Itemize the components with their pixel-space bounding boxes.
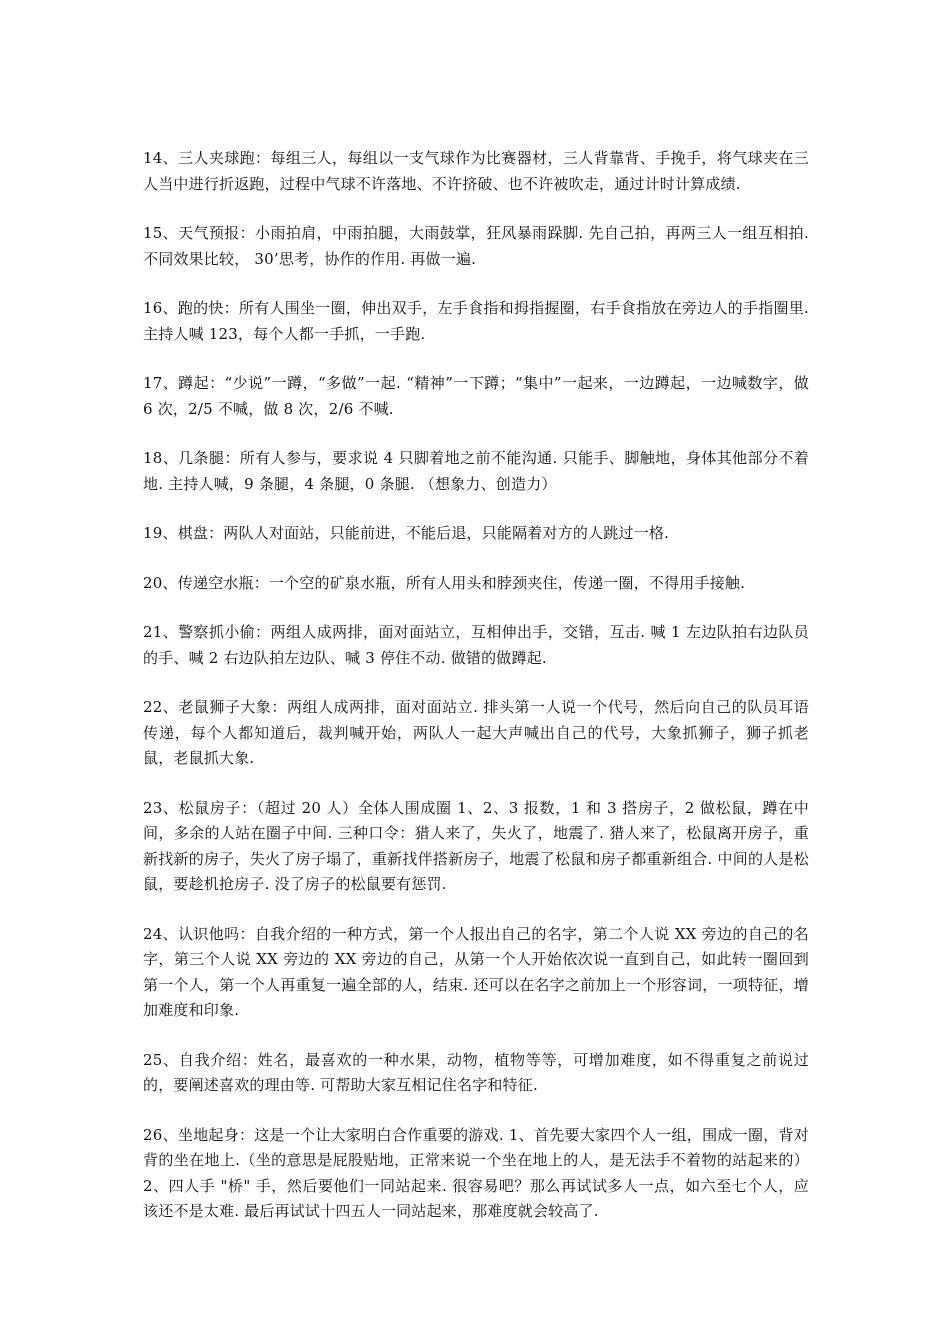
paragraph-game-18: 18、几条腿：所有人参与，要求说 4 只脚着地之前不能沟通. 只能手、脚触地，身体其他部分不着地. 主持人喊，9 条腿，4 条腿，0 条腿. （想象力、创造力）: [143, 449, 809, 493]
paragraph-game-23: 23、松鼠房子：（超过 20 人）全体人围成圈 1、2、3 报数，1 和 3 搭房子，2 做松鼠，蹲在中间，多余的人站在圈子中间. 三种口令：猎人来了，失火了，地震了. 猎人来了，松鼠离开房子，重新找新的房子，失火了房子塌了，重新找伴搭新房子，地震了松鼠和房子都重新组合. 中间的人是松鼠，要趁机抢房子. 没了房子的松鼠要有惩罚.: [143, 798, 809, 893]
paragraph-game-26: 26、坐地起身：这是一个让大家明白合作重要的游戏. 1、首先要大家四个人一组，围成一圈，背对背的坐在地上.（坐的意思是屁股贴地，正常来说一个坐在地上的人，是无法手不着物的站起来的）2、四人手 "桥" 手，然后要他们一同站起来. 很容易吧？那么再试试多人一点，如六至七个人，应该还不是太难. 最后再试试十四五人一同站起来，那难度就会较高了.: [143, 1125, 809, 1220]
paragraph-game-19: 19、棋盘：两队人对面站，只能前进，不能后退，只能隔着对方的人跳过一格.: [143, 524, 670, 542]
paragraph-game-22: 22、老鼠狮子大象：两组人成两排，面对面站立. 排头第一人说一个代号，然后向自己的队员耳语传递，每个人都知道后，裁判喊开始，两队人一起大声喊出自己的代号，大象抓狮子，狮子抓老鼠，老鼠抓大象.: [143, 698, 809, 767]
paragraph-game-17: 17、蹲起：“少说”一蹲，“多做”一起. “精神”一下蹲；“集中”一起来，一边蹲起，一边喊数字，做 6 次，2/5 不喊，做 8 次，2/6 不喊.: [143, 374, 809, 418]
paragraph-game-15: 15、天气预报：小雨拍肩，中雨拍腿，大雨鼓掌，狂风暴雨跺脚. 先自己拍，再两三人一组互相拍. 不同效果比较， 30’思考，协作的作用. 再做一遍.: [143, 224, 809, 268]
paragraph-game-25: 25、自我介绍：姓名，最喜欢的一种水果，动物，植物等等，可增加难度，如不得重复之前说过的，要阐述喜欢的理由等. 可帮助大家互相记住名字和特征.: [143, 1050, 809, 1094]
paragraph-game-24: 24、认识他吗：自我介绍的一种方式，第一个人报出自己的名字，第二个人说 XX 旁边的自己的名字，第三个人说 XX 旁边的 XX 旁边的自己，从第一个人开始依次说一直到自己，如此转一圈回到第一个人，第一个人再重复一遍全部的人，结束. 还可以在名字之前加上一个形容词，一项特征，增加难度和印象.: [143, 924, 809, 1019]
paragraph-game-16: 16、跑的快：所有人围坐一圈，伸出双手，左手食指和拇指握圈，右手食指放在旁边人的手指圈里. 主持人喊 123，每个人都一手抓，一手跑.: [143, 299, 809, 343]
paragraph-game-14: 14、三人夹球跑：每组三人，每组以一支气球作为比赛器材，三人背靠背、手挽手，将气球夹在三人当中进行折返跑，过程中气球不许落地、不许挤破、也不许被吹走，通过计时计算成绩.: [143, 149, 809, 193]
paragraph-game-20: 20、传递空水瓶：一个空的矿泉水瓶，所有人用头和脖颈夹住，传递一圈，不得用手接触.: [143, 573, 746, 592]
document-body: [143, 146, 809, 1249]
paragraph-game-21: 21、警察抓小偷：两组人成两排，面对面站立，互相伸出手，交错，互击. 喊 1 左边队拍右边队员的手、喊 2 右边队拍左边队、喊 3 停住不动. 做错的做蹲起.: [143, 623, 809, 667]
